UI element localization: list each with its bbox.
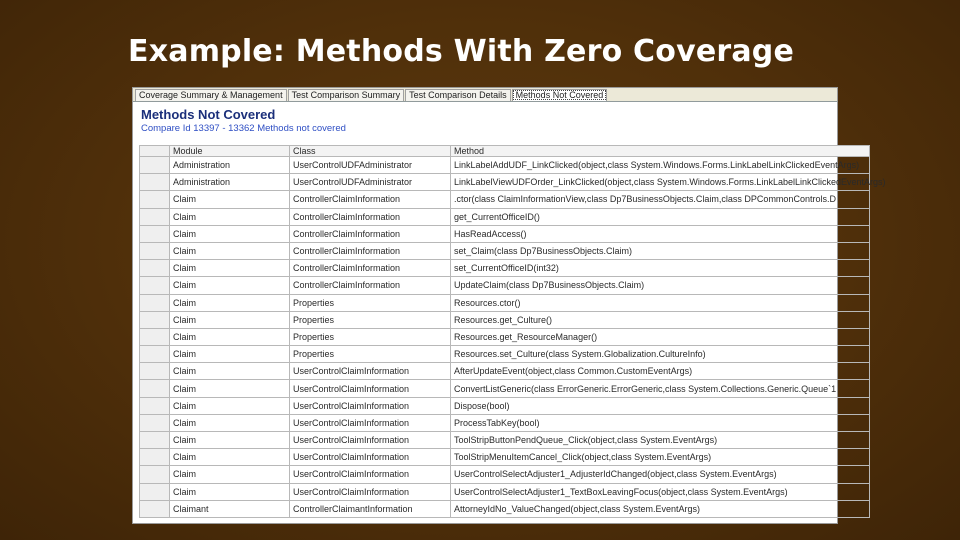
- row-selector[interactable]: [140, 449, 170, 466]
- row-selector[interactable]: [140, 225, 170, 242]
- row-selector[interactable]: [140, 500, 170, 517]
- row-selector[interactable]: [140, 380, 170, 397]
- cell-module: Claim: [170, 294, 290, 311]
- row-selector[interactable]: [140, 466, 170, 483]
- table-row[interactable]: [140, 174, 870, 191]
- row-selector[interactable]: [140, 328, 170, 345]
- cell-class: UserControlUDFAdministrator: [290, 157, 451, 174]
- row-selector[interactable]: [140, 483, 170, 500]
- cell-module: Claim: [170, 346, 290, 363]
- cell-module: Claim: [170, 191, 290, 208]
- table-row[interactable]: [140, 260, 870, 277]
- row-selector[interactable]: [140, 311, 170, 328]
- cell-class: UserControlClaimInformation: [290, 483, 451, 500]
- table-row[interactable]: [140, 432, 870, 449]
- table-row[interactable]: [140, 157, 870, 174]
- cell-method: LinkLabelAddUDF_LinkClicked(object,class System.Windows.Forms.LinkLabelLinkClickedEventArgs): [451, 157, 870, 174]
- cell-module: Claim: [170, 328, 290, 345]
- cell-method: ConvertListGeneric(class ErrorGeneric.ErrorGeneric,class System.Collections.Generic.Queue`1: [451, 380, 870, 397]
- row-selector[interactable]: [140, 277, 170, 294]
- cell-method: LinkLabelViewUDFOrder_LinkClicked(object,class System.Windows.Forms.LinkLabelLinkClickedEventArgs): [451, 174, 870, 191]
- row-selector[interactable]: [140, 191, 170, 208]
- cell-class: UserControlClaimInformation: [290, 449, 451, 466]
- table-row[interactable]: [140, 466, 870, 483]
- row-selector[interactable]: [140, 346, 170, 363]
- cell-module: Claim: [170, 432, 290, 449]
- cell-class: UserControlClaimInformation: [290, 466, 451, 483]
- grid-header-row: [140, 146, 870, 157]
- table-row[interactable]: [140, 500, 870, 517]
- table-row[interactable]: [140, 242, 870, 259]
- cell-module: Claim: [170, 449, 290, 466]
- cell-method: AfterUpdateEvent(object,class Common.CustomEventArgs): [451, 363, 870, 380]
- table-row[interactable]: [140, 397, 870, 414]
- cell-module: Administration: [170, 174, 290, 191]
- tab-test-comparison-summary[interactable]: Test Comparison Summary: [288, 89, 405, 101]
- cell-module: Claim: [170, 208, 290, 225]
- cell-class: Properties: [290, 311, 451, 328]
- table-row[interactable]: [140, 483, 870, 500]
- cell-module: Claim: [170, 414, 290, 431]
- cell-method: Dispose(bool): [451, 397, 870, 414]
- cell-module: Claim: [170, 380, 290, 397]
- cell-module: Claimant: [170, 500, 290, 517]
- cell-class: UserControlClaimInformation: [290, 363, 451, 380]
- row-selector[interactable]: [140, 242, 170, 259]
- cell-method: Resources.set_Culture(class System.Globalization.CultureInfo): [451, 346, 870, 363]
- column-header-module[interactable]: Module: [170, 146, 290, 157]
- cell-class: ControllerClaimInformation: [290, 191, 451, 208]
- cell-module: Claim: [170, 277, 290, 294]
- cell-module: Claim: [170, 483, 290, 500]
- column-header-class[interactable]: Class: [290, 146, 451, 157]
- cell-method: UserControlSelectAdjuster1_AdjusterIdChanged(object,class System.EventArgs): [451, 466, 870, 483]
- cell-method: ProcessTabKey(bool): [451, 414, 870, 431]
- report-window: [132, 87, 886, 524]
- tab-test-comparison-details[interactable]: Test Comparison Details: [405, 89, 511, 101]
- table-row[interactable]: [140, 294, 870, 311]
- cell-class: ControllerClaimInformation: [290, 260, 451, 277]
- cell-method: UpdateClaim(class Dp7BusinessObjects.Claim): [451, 277, 870, 294]
- cell-module: Claim: [170, 260, 290, 277]
- cell-method: set_CurrentOfficeID(int32): [451, 260, 870, 277]
- cell-module: Claim: [170, 225, 290, 242]
- table-row[interactable]: [140, 191, 870, 208]
- table-row[interactable]: [140, 328, 870, 345]
- cell-class: Properties: [290, 328, 451, 345]
- cell-module: Administration: [170, 157, 290, 174]
- cell-method: ToolStripButtonPendQueue_Click(object,class System.EventArgs): [451, 432, 870, 449]
- column-header-method[interactable]: Method: [451, 146, 870, 157]
- cell-class: UserControlClaimInformation: [290, 397, 451, 414]
- report-title: Methods Not Covered: [141, 107, 276, 122]
- cell-class: ControllerClaimInformation: [290, 242, 451, 259]
- cell-class: ControllerClaimInformation: [290, 225, 451, 242]
- report-subtitle: Compare Id 13397 - 13362 Methods not covered: [141, 123, 346, 134]
- slide-title: Example: Methods With Zero Coverage: [128, 34, 795, 69]
- row-header-corner: [140, 146, 170, 157]
- cell-method: HasReadAccess(): [451, 225, 870, 242]
- table-row[interactable]: [140, 346, 870, 363]
- row-selector[interactable]: [140, 414, 170, 431]
- cell-class: ControllerClaimInformation: [290, 277, 451, 294]
- cell-module: Claim: [170, 466, 290, 483]
- row-selector[interactable]: [140, 174, 170, 191]
- row-selector[interactable]: [140, 157, 170, 174]
- table-row[interactable]: [140, 277, 870, 294]
- cell-class: ControllerClaimantInformation: [290, 500, 451, 517]
- methods-grid: [139, 145, 886, 518]
- table-row[interactable]: [140, 380, 870, 397]
- row-selector[interactable]: [140, 397, 170, 414]
- cell-module: Claim: [170, 242, 290, 259]
- cell-class: UserControlClaimInformation: [290, 432, 451, 449]
- cell-method: Resources.get_ResourceManager(): [451, 328, 870, 345]
- cell-class: ControllerClaimInformation: [290, 208, 451, 225]
- cell-method: set_Claim(class Dp7BusinessObjects.Claim): [451, 242, 870, 259]
- cell-class: UserControlClaimInformation: [290, 414, 451, 431]
- cell-method: ToolStripMenuItemCancel_Click(object,class System.EventArgs): [451, 449, 870, 466]
- tab-bar: [133, 88, 837, 102]
- cell-method: AttorneyIdNo_ValueChanged(object,class System.EventArgs): [451, 500, 870, 517]
- cell-class: UserControlClaimInformation: [290, 380, 451, 397]
- table-row[interactable]: [140, 414, 870, 431]
- table-row[interactable]: [140, 311, 870, 328]
- table-row[interactable]: [140, 363, 870, 380]
- tab-coverage-summary[interactable]: Coverage Summary & Management: [135, 89, 287, 101]
- cell-class: Properties: [290, 346, 451, 363]
- cell-method: get_CurrentOfficeID(): [451, 208, 870, 225]
- cell-class: UserControlUDFAdministrator: [290, 174, 451, 191]
- cell-method: .ctor(class ClaimInformationView,class Dp7BusinessObjects.Claim,class DPCommonControls.D: [451, 191, 870, 208]
- row-selector[interactable]: [140, 294, 170, 311]
- table-row[interactable]: [140, 449, 870, 466]
- cell-module: Claim: [170, 397, 290, 414]
- row-selector[interactable]: [140, 208, 170, 225]
- cell-method: UserControlSelectAdjuster1_TextBoxLeavingFocus(object,class System.EventArgs): [451, 483, 870, 500]
- cell-module: Claim: [170, 363, 290, 380]
- row-selector[interactable]: [140, 260, 170, 277]
- cell-method: Resources.get_Culture(): [451, 311, 870, 328]
- row-selector[interactable]: [140, 432, 170, 449]
- row-selector[interactable]: [140, 363, 170, 380]
- cell-class: Properties: [290, 294, 451, 311]
- tab-methods-not-covered[interactable]: Methods Not Covered: [512, 89, 608, 101]
- cell-module: Claim: [170, 311, 290, 328]
- cell-method: Resources.ctor(): [451, 294, 870, 311]
- table-row[interactable]: [140, 225, 870, 242]
- table-row[interactable]: [140, 208, 870, 225]
